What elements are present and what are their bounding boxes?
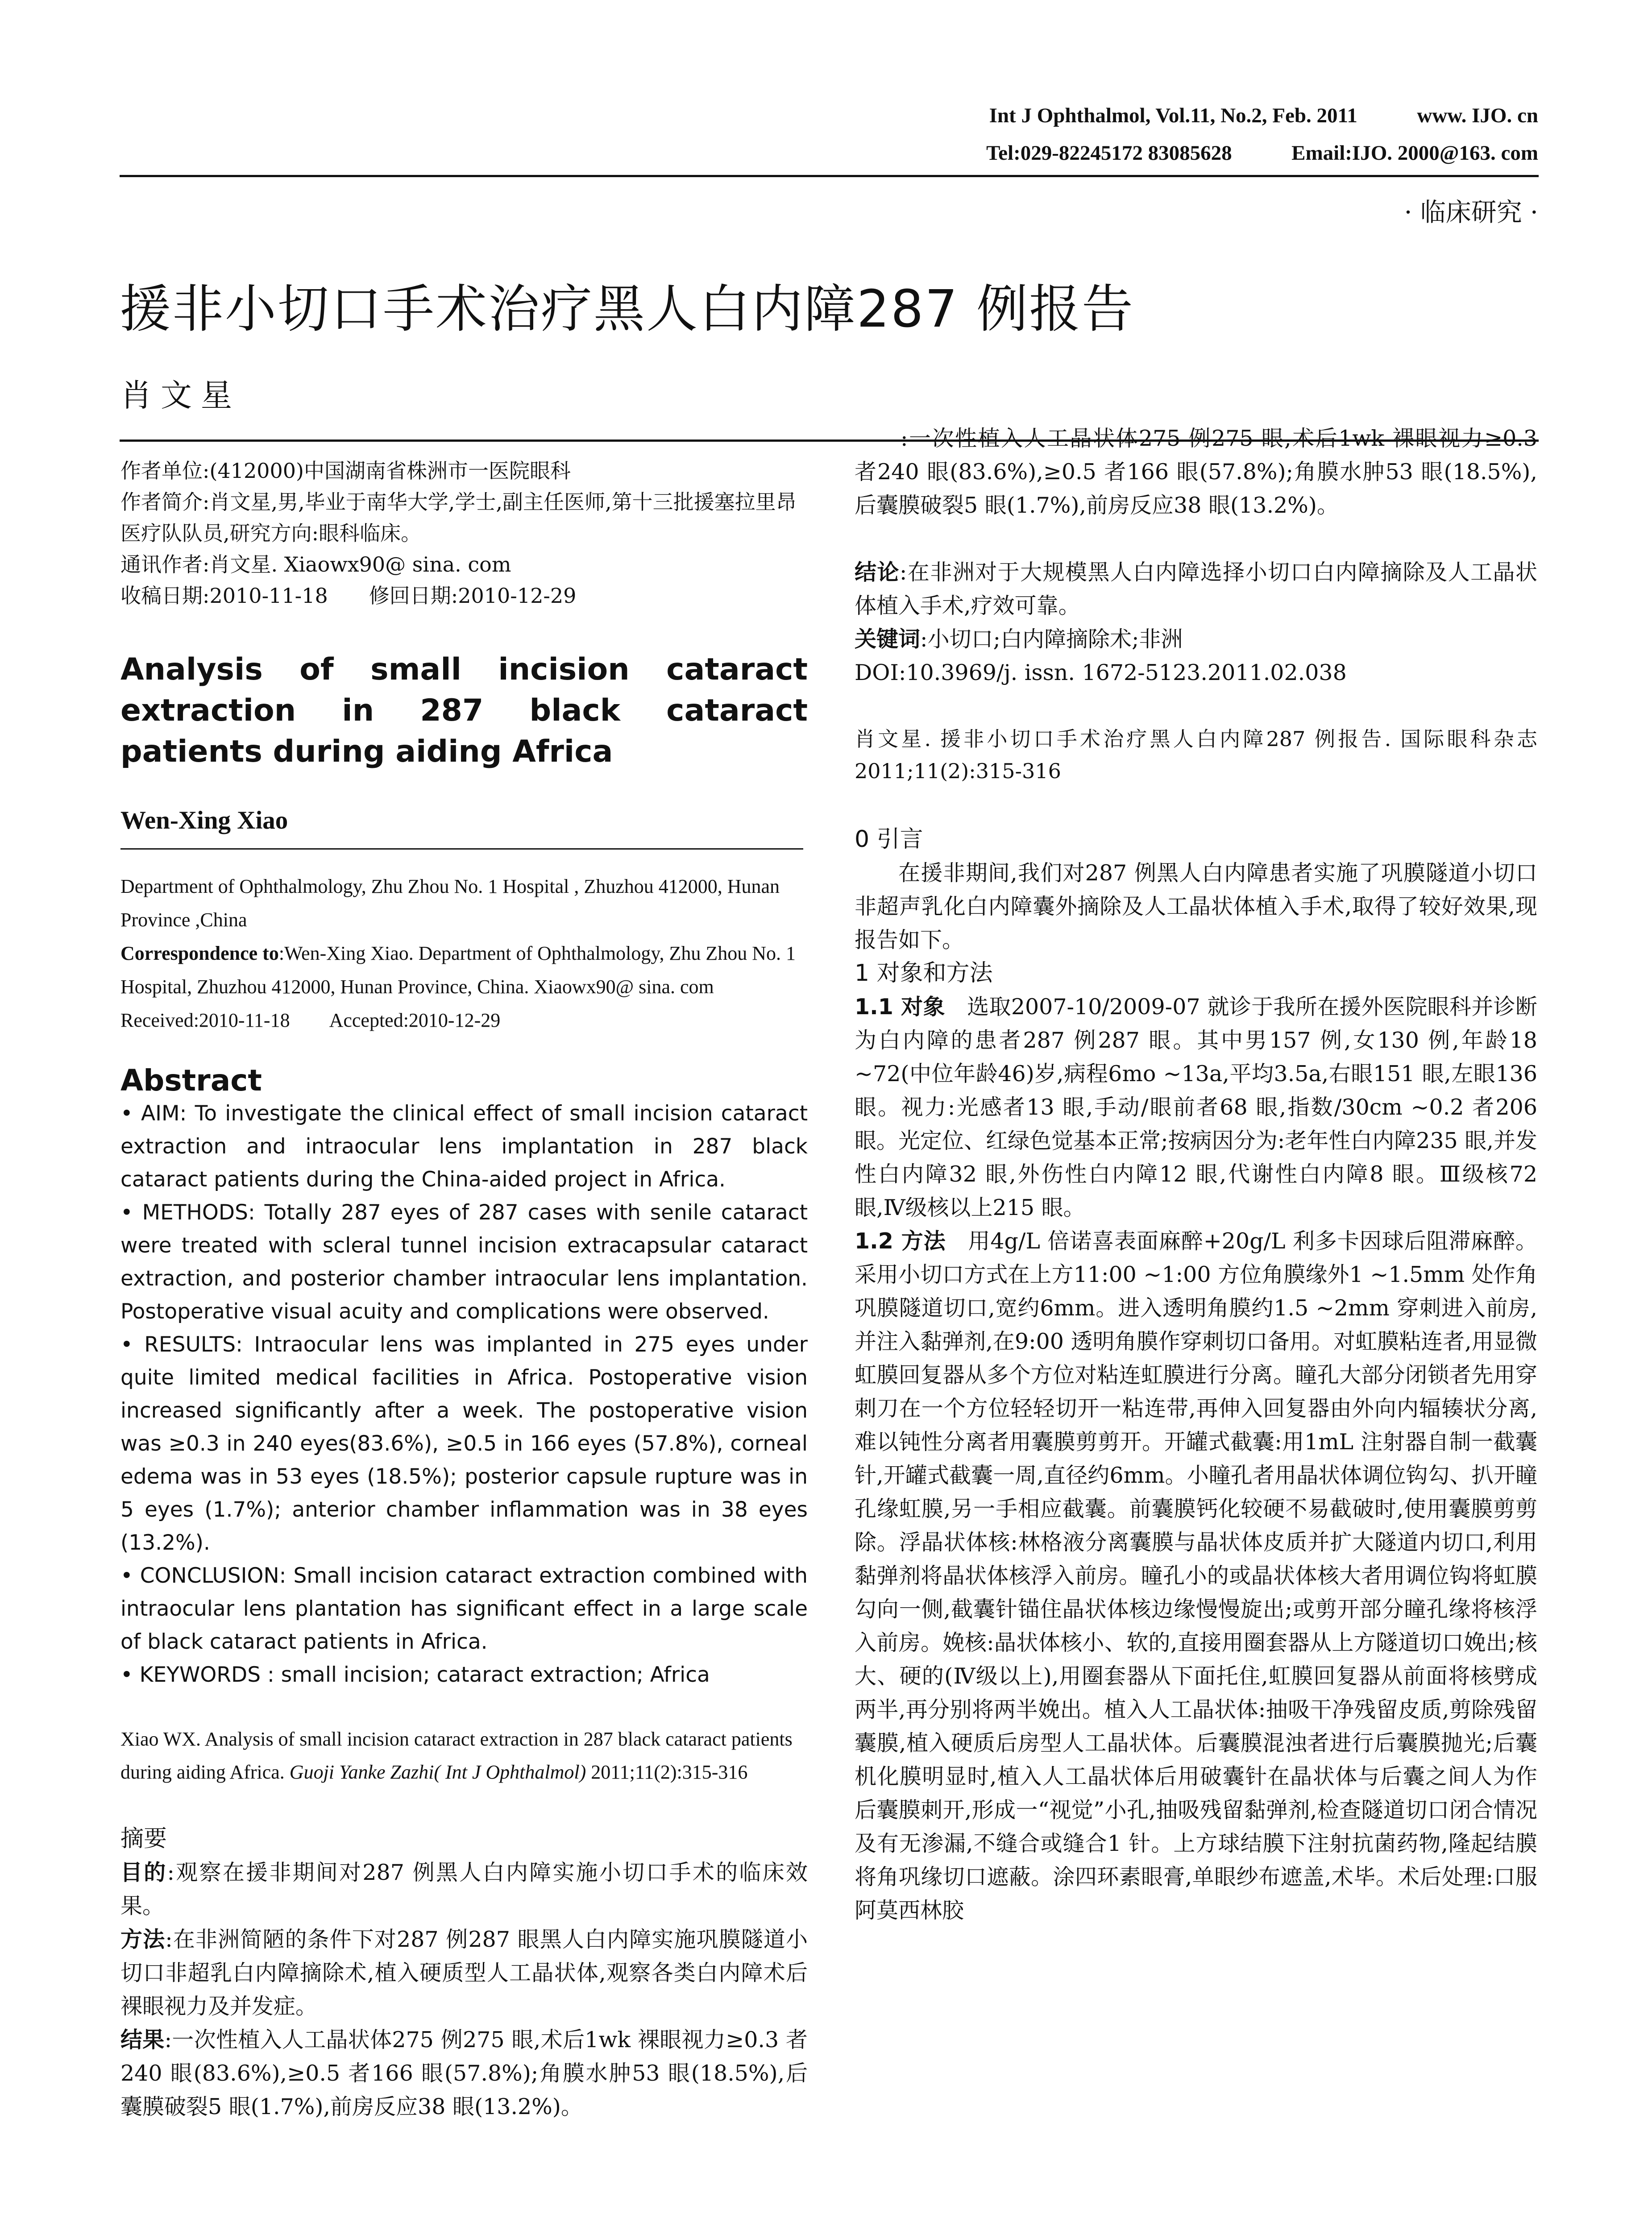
correspondence-cn: 通讯作者:肖文星. Xiaowx90@ sina. com bbox=[120, 552, 511, 576]
aim-text: : To investigate the clinical effect of small incision cataract extraction and intraocular lens implantation in 287 black cataract patients during the China-aided project in Africa. bbox=[120, 1101, 808, 1192]
abstract-conclusion bbox=[120, 1559, 808, 1659]
journal-contact bbox=[986, 141, 1538, 165]
results-text-cn-cont: :一次性植入人工晶状体275 例275 眼,术后1wk 裸眼视力≥0.3 者240 眼(83.6%),≥0.5 者166 眼(57.8%);角膜水肿53 眼(18.5%),后囊膜破裂5 眼(1.7%),前房反应38 眼(13.2%)。 bbox=[855, 426, 1537, 518]
conclusion-label-cn: 结论 bbox=[855, 560, 900, 585]
author-rule bbox=[120, 848, 803, 850]
abstract-aim bbox=[120, 1097, 808, 1196]
citation-cn: 肖文星. 援非小切口手术治疗黑人白内障287 例报告. 国际眼科杂志2011;11(2):315-316 bbox=[855, 727, 1537, 783]
left-column bbox=[120, 455, 808, 2119]
keywords-label-cn: 关键词 bbox=[855, 626, 921, 652]
intro-heading: 0 引言 bbox=[855, 826, 923, 853]
keywords-text-cn: :小切口;白内障摘除术;非洲 bbox=[920, 626, 1183, 652]
methods-heading: 1 对象和方法 bbox=[855, 960, 993, 987]
conclusion-label: • CONCLUSION bbox=[120, 1563, 279, 1588]
results-label-cn: 结果 bbox=[120, 2027, 165, 2053]
abstract-cn-methods bbox=[120, 1923, 808, 2023]
abstract-methods bbox=[120, 1196, 808, 1328]
dates-en: Received:2010-11-18 Accepted:2010-12-29 bbox=[120, 1009, 501, 1031]
right-column bbox=[855, 426, 1538, 1927]
correspondence-text: :Wen-Xing Xiao. Department of Ophthalmology, Zhu Zhou No. 1 Hospital, Zhuzhou 412000, Hunan Province, China. Xiaowx90@ sina. com bbox=[120, 942, 796, 998]
dates-cn: 收稿日期:2010-11-18 修回日期:2010-12-29 bbox=[120, 584, 577, 608]
author-info-en bbox=[120, 870, 808, 1037]
aim-label: • AIM bbox=[120, 1101, 180, 1126]
correspondence-label: Correspondence to bbox=[120, 942, 279, 964]
abstract-en bbox=[120, 1097, 808, 1692]
methods-label-cn: 方法 bbox=[120, 1927, 166, 1952]
results-overflow bbox=[855, 422, 1537, 522]
journal-name: Int J Ophthalmol, Vol.11, No.2, Feb. 2011 bbox=[989, 104, 1357, 127]
abstract-results bbox=[120, 1328, 808, 1559]
aim-text-cn: :观察在援非期间对287 例黑人白内障实施小切口手术的临床效果。 bbox=[120, 1860, 808, 1919]
article-title-en: Analysis of small incision cataract extraction in 287 black cataract patients during aiding Africa bbox=[120, 652, 808, 769]
author-info-cn bbox=[120, 455, 808, 611]
conclusion-text: : Small incision cataract extraction combined with intraocular lens plantation has significant effect in a large scale of black cataract patients in Africa. bbox=[120, 1563, 808, 1654]
conclusion-text-cn: :在非洲对于大规模黑人白内障选择小切口白内障摘除及人工晶状体植入手术,疗效可靠。 bbox=[855, 560, 1537, 618]
department-en: Department of Ophthalmology, Zhu Zhou No. 1 Hospital , Zhuzhou 412000, Hunan Province ,China bbox=[120, 875, 780, 931]
author-name-cn: 肖文星 bbox=[120, 377, 241, 414]
results-text-cn: :一次性植入人工晶状体275 例275 眼,术后1wk 裸眼视力≥0.3 者240 眼(83.6%),≥0.5 者166 眼(57.8%);角膜水肿53 眼(18.5%),后囊膜破裂5 眼(1.7%),前房反应38 眼(13.2%)。 bbox=[120, 2027, 808, 2119]
journal-email: Email:IJO. 2000@163. com bbox=[1291, 141, 1538, 165]
method-paragraph bbox=[855, 1224, 1537, 1927]
journal-header bbox=[989, 104, 1538, 128]
journal-website: www. IJO. cn bbox=[1417, 104, 1538, 127]
abstract-cn-conclusion bbox=[855, 556, 1537, 622]
methods-label: • METHODS bbox=[120, 1200, 248, 1225]
author-name-en: Wen-Xing Xiao bbox=[120, 806, 288, 834]
subjects-paragraph bbox=[855, 990, 1537, 1224]
results-text: : Intraocular lens was implanted in 275 eyes under quite limited medical facilities in Africa. Postoperative vision increased significantly after a week. The postoperative vision was ≥0.3 in 240 eyes(83.6%), ≥0.5 in 166 eyes (57.8%), corneal edema was in 53 eyes (18.5%); posterior capsule rupture was in 5 eyes (1.7%); anterior chamber inflammation was in 38 eyes (13.2%). bbox=[120, 1332, 808, 1555]
citation-en-volume: 2011;11(2):315-316 bbox=[586, 1761, 748, 1783]
citation-en-text: Xiao WX. Analysis of small incision cataract extraction in 287 black cataract patients during aiding Africa. bbox=[120, 1728, 793, 1783]
author-bio-cn: 作者简介:肖文星,男,毕业于南华大学,学士,副主任医师,第十三批援塞拉里昂医疗队队员,研究方向:眼科临床。 bbox=[120, 490, 797, 545]
abstract-cn-aim bbox=[120, 1856, 808, 1923]
article-title-cn: 援非小切口手术治疗黑人白内障287 例报告 bbox=[120, 279, 1135, 339]
abstract-cn-keywords bbox=[855, 622, 1537, 656]
abstract-cn bbox=[120, 1856, 808, 2119]
correspondence-en bbox=[120, 937, 808, 1004]
header-rule bbox=[120, 175, 1539, 177]
intro-text: 在援非期间,我们对287 例黑人白内障患者实施了巩膜隧道小切口非超声乳化白内障囊外摘除及人工晶状体植入手术,取得了较好效果,现报告如下。 bbox=[855, 860, 1537, 953]
methods-text: : Totally 287 eyes of 287 cases with senile cataract were treated with scleral tunnel incision extracapsular cataract extraction, and posterior chamber intraocular lens implantation. Postoperative visual acuity and complications were observed. bbox=[120, 1200, 808, 1324]
section-tag: · 临床研究 · bbox=[1404, 198, 1538, 227]
method-label: 1.2 方法 bbox=[855, 1228, 946, 1254]
doi: DOI:10.3969/j. issn. 1672-5123.2011.02.038 bbox=[855, 660, 1347, 685]
aim-label-cn: 目的 bbox=[120, 1860, 167, 1885]
journal-tel: Tel:029-82245172 83085628 bbox=[986, 141, 1232, 165]
affiliation-cn: 作者单位:(412000)中国湖南省株洲市一医院眼科 bbox=[120, 459, 571, 483]
subjects-text: 选取2007-10/2009-07 就诊于我所在援外医院眼科并诊断为白内障的患者287 例287 眼。其中男157 例,女130 例,年龄18 ~72(中位年龄46)岁,病程6mo ~13a,平均3.5a,右眼151 眼,左眼136 眼。视力:光感者13 眼,手动/眼前者68 眼,指数/30cm ~0.2 者206 眼。光定位、红绿色觉基本正常;按病因分为:老年性白内障235 眼,并发性白内障32 眼,外伤性白内障12 眼,代谢性白内障8 眼。Ⅲ级核72 眼,Ⅳ级核以上215 眼。 bbox=[855, 994, 1538, 1220]
results-continued-cn bbox=[855, 426, 1537, 556]
subjects-label: 1.1 对象 bbox=[855, 994, 945, 1020]
abstract-cn-results bbox=[120, 2023, 808, 2119]
abstract-heading-en: Abstract bbox=[120, 1063, 262, 1098]
abstract-heading-cn: 摘要 bbox=[120, 1825, 167, 1852]
method-text: 用4g/L 倍诺喜表面麻醉+20g/L 利多卡因球后阻滞麻醉。采用小切口方式在上方11:00 ~1:00 方位角膜缘外1 ~1.5mm 处作角巩膜隧道切口,宽约6mm。进入透明角膜约1.5 ~2mm 穿刺进入前房,并注入黏弹剂,在9:00 透明角膜作穿刺切口备用。对虹膜粘连者,用显微虹膜回复器从多个方位对粘连虹膜进行分离。瞳孔大部分闭锁者先用穿刺刀在一个方位轻轻切开一粘连带,再伸入回复器由外向内辐辏状分离,难以钝性分离者用囊膜剪剪开。开罐式截囊:用1mL 注射器自制一截囊针,开罐式截囊一周,直径约6mm。小瞳孔者用晶状体调位钩勾、扒开瞳孔缘虹膜,另一手相应截囊。前囊膜钙化较硬不易截破时,使用囊膜剪剪除。浮晶状体核:林格液分离囊膜与晶状体皮质并扩大隧道内切口,利用黏弹剂将晶状体核浮入前房。瞳孔小的或晶状体核大者用调位钩将虹膜勾向一侧,截囊针锚住晶状体核边缘慢慢旋出;或剪开部分瞳孔缘将核浮入前房。娩核:晶状体核小、软的,直接用圈套器从上方隧道切口娩出;核大、硬的(Ⅳ级以上),用圈套器从下面托住,虹膜回复器从前面将核劈成两半,再分别将两半娩出。植入人工晶状体:抽吸干净残留皮质,剪除残留囊膜,植入硬质后房型人工晶状体。后囊膜混浊者进行后囊膜抛光;后囊机化膜明显时,植入人工晶状体后用破囊针在晶状体与后囊之间人为作后囊膜刺开,形成一“视觉”小孔,抽吸残留黏弹剂,检查隧道切口闭合情况及有无渗漏,不缝合或缝合1 针。上方球结膜下注射抗菌药物,隆起结膜将角巩缘切口遮蔽。涂四环素眼膏,单眼纱布遮盖,术毕。术后处理:口服阿莫西林胶 bbox=[855, 1228, 1537, 1923]
abstract-keywords bbox=[120, 1659, 808, 1692]
methods-text-cn: :在非洲简陋的条件下对287 例287 眼黑人白内障实施巩膜隧道小切口非超乳白内障摘除术,植入硬质型人工晶状体,观察各类白内障术后裸眼视力及并发症。 bbox=[120, 1927, 808, 2019]
citation-en bbox=[120, 1723, 808, 1789]
results-label: • RESULTS bbox=[120, 1332, 236, 1357]
citation-en-journal: Guoji Yanke Zazhi( Int J Ophthalmol) bbox=[289, 1761, 586, 1783]
keywords-label: • KEYWORDS bbox=[120, 1663, 261, 1687]
keywords-text: : small incision; cataract extraction; Africa bbox=[261, 1663, 710, 1687]
